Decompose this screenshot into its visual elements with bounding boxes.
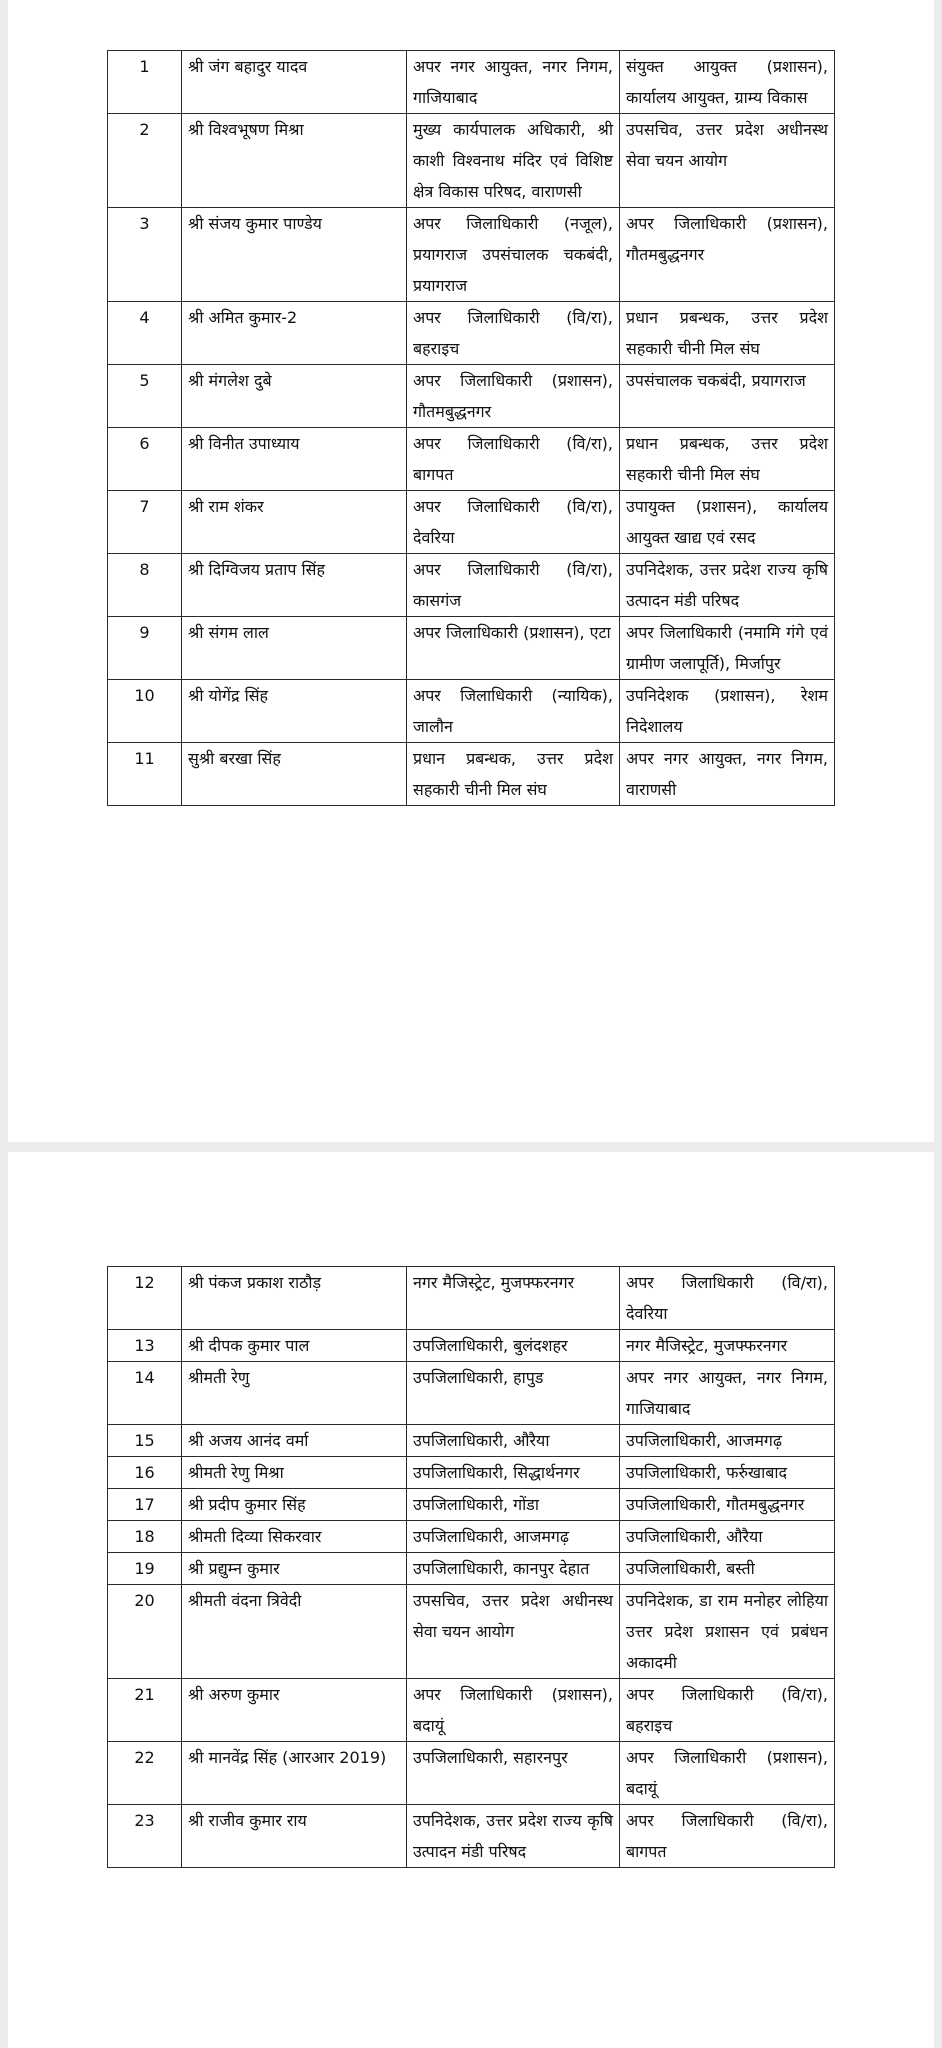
table-row — [108, 1489, 835, 1521]
table-row — [108, 302, 835, 365]
officer-name-cell: श्री मानवेंद्र सिंह (आरआर 2019) — [182, 1742, 407, 1805]
table-row — [108, 680, 835, 743]
table-row — [108, 1742, 835, 1805]
serial-number-cell: 12 — [108, 1267, 182, 1330]
serial-number-cell: 22 — [108, 1742, 182, 1805]
new-post-cell: उपायुक्त (प्रशासन), कार्यालय आयुक्त खाद्य एवं रसद — [620, 491, 835, 554]
transfer-table-body — [108, 1267, 835, 1868]
current-post-cell: उपजिलाधिकारी, आजमगढ़ — [407, 1521, 620, 1553]
officer-name-cell: श्री दीपक कुमार पाल — [182, 1330, 407, 1362]
serial-number-cell: 3 — [108, 208, 182, 302]
serial-number-cell: 16 — [108, 1457, 182, 1489]
document-page-2 — [8, 1152, 934, 2048]
serial-number-cell: 19 — [108, 1553, 182, 1585]
current-post-cell: अपर जिलाधिकारी (वि/रा), बागपत — [407, 428, 620, 491]
current-post-cell: अपर जिलाधिकारी (वि/रा), देवरिया — [407, 491, 620, 554]
serial-number-cell: 21 — [108, 1679, 182, 1742]
officer-name-cell: श्री प्रदीप कुमार सिंह — [182, 1489, 407, 1521]
table-row — [108, 1457, 835, 1489]
officer-name-cell: श्री विनीत उपाध्याय — [182, 428, 407, 491]
new-post-cell: प्रधान प्रबन्धक, उत्तर प्रदेश सहकारी चीनी मिल संघ — [620, 302, 835, 365]
new-post-cell: अपर नगर आयुक्त, नगर निगम, गाजियाबाद — [620, 1362, 835, 1425]
new-post-cell: प्रधान प्रबन्धक, उत्तर प्रदेश सहकारी चीनी मिल संघ — [620, 428, 835, 491]
new-post-cell: संयुक्त आयुक्त (प्रशासन), कार्यालय आयुक्त, ग्राम्य विकास — [620, 51, 835, 114]
current-post-cell: उपजिलाधिकारी, सहारनपुर — [407, 1742, 620, 1805]
table-row — [108, 1425, 835, 1457]
officer-name-cell: श्रीमती वंदना त्रिवेदी — [182, 1585, 407, 1679]
serial-number-cell: 11 — [108, 743, 182, 806]
table-row — [108, 1553, 835, 1585]
new-post-cell: उपजिलाधिकारी, गौतमबुद्धनगर — [620, 1489, 835, 1521]
current-post-cell: उपजिलाधिकारी, कानपुर देहात — [407, 1553, 620, 1585]
current-post-cell: अपर जिलाधिकारी (वि/रा), बहराइच — [407, 302, 620, 365]
table-row — [108, 743, 835, 806]
serial-number-cell: 6 — [108, 428, 182, 491]
current-post-cell: उपनिदेशक, उत्तर प्रदेश राज्य कृषि उत्पादन मंडी परिषद — [407, 1805, 620, 1868]
new-post-cell: अपर जिलाधिकारी (वि/रा), देवरिया — [620, 1267, 835, 1330]
current-post-cell: अपर जिलाधिकारी (वि/रा), कासगंज — [407, 554, 620, 617]
table-row — [108, 554, 835, 617]
officer-name-cell: श्री प्रद्युम्न कुमार — [182, 1553, 407, 1585]
new-post-cell: उपजिलाधिकारी, आजमगढ़ — [620, 1425, 835, 1457]
current-post-cell: अपर जिलाधिकारी (प्रशासन), गौतमबुद्धनगर — [407, 365, 620, 428]
new-post-cell: अपर जिलाधिकारी (प्रशासन), गौतमबुद्धनगर — [620, 208, 835, 302]
serial-number-cell: 2 — [108, 114, 182, 208]
officer-name-cell: श्री राम शंकर — [182, 491, 407, 554]
new-post-cell: नगर मैजिस्ट्रेट, मुजफ्फरनगर — [620, 1330, 835, 1362]
table-row — [108, 1585, 835, 1679]
new-post-cell: अपर नगर आयुक्त, नगर निगम, वाराणसी — [620, 743, 835, 806]
table-row — [108, 1362, 835, 1425]
table-row — [108, 1679, 835, 1742]
officer-name-cell: श्री संजय कुमार पाण्डेय — [182, 208, 407, 302]
serial-number-cell: 18 — [108, 1521, 182, 1553]
table-row — [108, 617, 835, 680]
transfer-table-body — [108, 51, 835, 806]
new-post-cell: उपनिदेशक, डा राम मनोहर लोहिया उत्तर प्रदेश प्रशासन एवं प्रबंधन अकादमी — [620, 1585, 835, 1679]
officer-name-cell: श्री मंगलेश दुबे — [182, 365, 407, 428]
serial-number-cell: 1 — [108, 51, 182, 114]
document-page-1 — [8, 0, 934, 1142]
officer-name-cell: श्री अमित कुमार-2 — [182, 302, 407, 365]
serial-number-cell: 23 — [108, 1805, 182, 1868]
new-post-cell: अपर जिलाधिकारी (नमामि गंगे एवं ग्रामीण जलापूर्ति), मिर्जापुर — [620, 617, 835, 680]
officer-name-cell: श्री संगम लाल — [182, 617, 407, 680]
serial-number-cell: 15 — [108, 1425, 182, 1457]
serial-number-cell: 20 — [108, 1585, 182, 1679]
current-post-cell: अपर जिलाधिकारी (न्यायिक), जालौन — [407, 680, 620, 743]
current-post-cell: उपजिलाधिकारी, हापुड — [407, 1362, 620, 1425]
new-post-cell: अपर जिलाधिकारी (वि/रा), बागपत — [620, 1805, 835, 1868]
table-row — [108, 428, 835, 491]
new-post-cell: उपसंचालक चकबंदी, प्रयागराज — [620, 365, 835, 428]
officer-name-cell: श्रीमती रेणु मिश्रा — [182, 1457, 407, 1489]
officer-name-cell: सुश्री बरखा सिंह — [182, 743, 407, 806]
transfer-table — [107, 1266, 835, 1868]
current-post-cell: उपसचिव, उत्तर प्रदेश अधीनस्थ सेवा चयन आयोग — [407, 1585, 620, 1679]
officer-name-cell: श्री अरुण कुमार — [182, 1679, 407, 1742]
table-row — [108, 365, 835, 428]
officer-name-cell: श्रीमती रेणु — [182, 1362, 407, 1425]
table-row — [108, 1330, 835, 1362]
table-row — [108, 1521, 835, 1553]
current-post-cell: उपजिलाधिकारी, गोंडा — [407, 1489, 620, 1521]
table-row — [108, 51, 835, 114]
serial-number-cell: 5 — [108, 365, 182, 428]
officer-name-cell: श्री अजय आनंद वर्मा — [182, 1425, 407, 1457]
current-post-cell: उपजिलाधिकारी, बुलंदशहर — [407, 1330, 620, 1362]
officer-name-cell: श्री जंग बहादुर यादव — [182, 51, 407, 114]
serial-number-cell: 10 — [108, 680, 182, 743]
table-row — [108, 1805, 835, 1868]
new-post-cell: उपजिलाधिकारी, बस्ती — [620, 1553, 835, 1585]
officer-name-cell: श्री दिग्विजय प्रताप सिंह — [182, 554, 407, 617]
serial-number-cell: 14 — [108, 1362, 182, 1425]
current-post-cell: अपर जिलाधिकारी (नजूल), प्रयागराज उपसंचालक चकबंदी, प्रयागराज — [407, 208, 620, 302]
table-row — [108, 1267, 835, 1330]
officer-name-cell: श्री पंकज प्रकाश राठौड़ — [182, 1267, 407, 1330]
transfer-table — [107, 50, 835, 806]
current-post-cell: उपजिलाधिकारी, औरैया — [407, 1425, 620, 1457]
current-post-cell: मुख्य कार्यपालक अधिकारी, श्री काशी विश्वनाथ मंदिर एवं विशिष्ट क्षेत्र विकास परिषद, वाराणसी — [407, 114, 620, 208]
new-post-cell: अपर जिलाधिकारी (वि/रा), बहराइच — [620, 1679, 835, 1742]
current-post-cell: नगर मैजिस्ट्रेट, मुजफ्फरनगर — [407, 1267, 620, 1330]
new-post-cell: अपर जिलाधिकारी (प्रशासन), बदायूं — [620, 1742, 835, 1805]
officer-name-cell: श्रीमती दिव्या सिकरवार — [182, 1521, 407, 1553]
table-row — [108, 491, 835, 554]
officer-name-cell: श्री योगेंद्र सिंह — [182, 680, 407, 743]
new-post-cell: उपजिलाधिकारी, औरैया — [620, 1521, 835, 1553]
officer-name-cell: श्री विश्वभूषण मिश्रा — [182, 114, 407, 208]
current-post-cell: अपर जिलाधिकारी (प्रशासन), बदायूं — [407, 1679, 620, 1742]
serial-number-cell: 9 — [108, 617, 182, 680]
serial-number-cell: 7 — [108, 491, 182, 554]
current-post-cell: उपजिलाधिकारी, सिद्धार्थनगर — [407, 1457, 620, 1489]
current-post-cell: प्रधान प्रबन्धक, उत्तर प्रदेश सहकारी चीनी मिल संघ — [407, 743, 620, 806]
new-post-cell: उपनिदेशक, उत्तर प्रदेश राज्य कृषि उत्पादन मंडी परिषद — [620, 554, 835, 617]
table-row — [108, 208, 835, 302]
officer-name-cell: श्री राजीव कुमार राय — [182, 1805, 407, 1868]
new-post-cell: उपसचिव, उत्तर प्रदेश अधीनस्थ सेवा चयन आयोग — [620, 114, 835, 208]
new-post-cell: उपनिदेशक (प्रशासन), रेशम निदेशालय — [620, 680, 835, 743]
serial-number-cell: 17 — [108, 1489, 182, 1521]
current-post-cell: अपर नगर आयुक्त, नगर निगम, गाजियाबाद — [407, 51, 620, 114]
new-post-cell: उपजिलाधिकारी, फर्रुखाबाद — [620, 1457, 835, 1489]
serial-number-cell: 8 — [108, 554, 182, 617]
current-post-cell: अपर जिलाधिकारी (प्रशासन), एटा — [407, 617, 620, 680]
table-row — [108, 114, 835, 208]
serial-number-cell: 4 — [108, 302, 182, 365]
serial-number-cell: 13 — [108, 1330, 182, 1362]
